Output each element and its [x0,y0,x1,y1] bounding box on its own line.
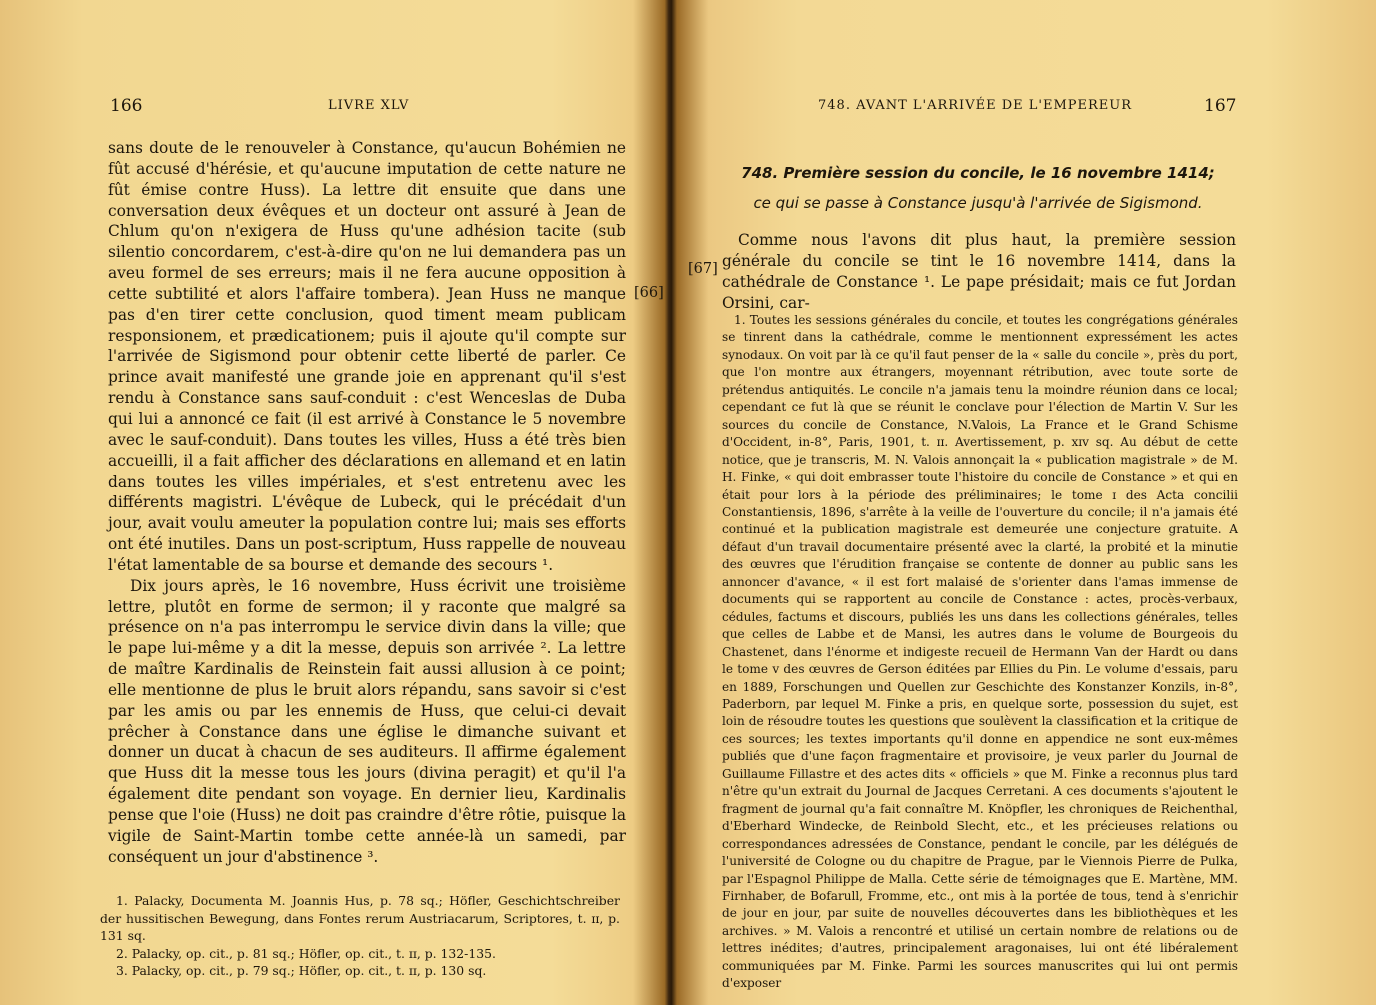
left-paragraph-1: sans doute de le renouveler à Constance, qu'aucun Bohémien ne fût accusé d'hérésie, et qu'aucune imputation de cette nature ne fût émise contre Huss). La lettre dit ensuite que dans une conversation deux évêques et un docteur ont assuré à Jean de Chlum qu'on n'exigera de Huss qu'une adhésion tacite (sub silentio concordarem, c'est-à-dire qu'on ne lui demandera pas un aveu formel de ses erreurs; mais il ne fera aucune opposition à cette subtilité et alors l'affaire tombera). Jean Huss ne manque pas d'en tirer cette conclusion, quod timent meam publicam responsionem, et prædicationem; puis il ajoute qu'il compte sur l'arrivée de Sigismond pour obtenir cette liberté de parler. Ce prince avait manifesté une grande joie en apprenant qu'il s'est rendu à Constance sans sauf-conduit : c'est Wenceslas de Duba qui lui a annoncé ce fait (il est arrivé à Constance le 5 novembre avec le sauf-conduit). Dans toutes les villes, Huss a été très bien accueilli, il a fait afficher des déclarations en allemand et en latin dans toutes les villes impériales, et s'est entretenu avec les différents magistri. L'évêque de Lubeck, qui le précédait d'un jour, avait voulu ameuter la population contre lui; mais ses efforts ont été inutiles. Dans un post-scriptum, Huss rappelle de nouveau l'état lamentable de sa bourse et demande des secours ¹. [108,139,626,574]
left-page [0,0,664,1005]
left-footnotes [100,892,620,980]
right-body-text [722,230,1236,314]
footnote-2: 2. Palacky, op. cit., p. 81 sq.; Höfler, op. cit., t. ɪɪ, p. 132-135. [116,945,496,961]
heading-line-2: ce qui se passe à Constance jusqu'à l'arrivée de Sigismond. [753,194,1203,212]
running-head-right: 748. AVANT L'ARRIVÉE DE L'EMPEREUR [818,98,1133,113]
right-footnotes [722,312,1238,993]
left-body-text [108,138,626,868]
left-paragraph-2: Dix jours après, le 16 novembre, Huss écrivit une troisième lettre, plutôt en forme de sermon; il y raconte que malgré sa présence on n'a pas interrompu le service divin dans la ville; que le pape lui-même y a dit la messe, depuis son arrivée ². La lettre de maître Kardinalis de Reinstein fait aussi allusion à ce point; elle mentionne de plus le bruit alors répandu, sans savoir si c'est par les amis ou par les ennemis de Huss, que celui-ci devait prêcher à Constance dans une église le dimanche suivant et donner un ducat à chacun de ses auditeurs. Il affirme également que Huss dit la messe tous les jours (divina peragit) et qu'il l'a également dite pendant son voyage. En dernier lieu, Kardinalis pense que l'oie (Huss) ne doit pas craindre d'être rôtie, puisque la vigile de Saint-Martin tombe cette année-là un samedi, par conséquent un jour d'abstinence ³. [108,576,626,866]
footnote-1: 1. Palacky, Documenta M. Joannis Hus, p. 78 sq.; Höfler, Geschichtschreiber der hussitischen Bewegung, dans Fontes rerum Austriacarum, Scriptores, t. ɪɪ, p. 131 sq. [100,893,620,944]
heading-line-1: 748. Première session du concile, le 16 novembre 1414; [741,164,1215,182]
margin-number-left: [66] [634,285,664,301]
running-head-left: LIVRE XLV [328,98,410,113]
right-paragraph-1: Comme nous l'avons dit plus haut, la première session générale du concile se tint le 16 novembre 1414, dans la cathédrale de Constance ¹. Le pape présidait; mais ce fut Jordan Orsini, car- [722,231,1236,312]
margin-number-right: [67] [688,261,718,277]
footnote-3: 3. Palacky, op. cit., p. 79 sq.; Höfler, op. cit., t. ɪɪ, p. 130 sq. [116,963,487,979]
page-number-left: 166 [110,96,143,116]
right-footnote-1: 1. Toutes les sessions générales du concile, et toutes les congrégations générales se tinrent dans la cathédrale, comme le mentionnent expressément les actes synodaux. On voit par là ce qu'il faut penser de la « salle du concile », près du port, que l'on montre aux étrangers, moyennant rétribution, avec toute sorte de prétendus antiquités. Le concile n'a jamais tenu la moindre réunion dans ce local; cependant ce fut là que se réunit le conclave pour l'élection de Martin V. Sur les sources du concile de Constance, N.Valois, La France et le Grand Schisme d'Occident, in-8°, Paris, 1901, t. ɪɪ. Avertissement, p. xɪv sq. Au début de cette notice, que je transcris, M. N. Valois annonçait la « publication magistrale » de M. H. Finke, « qui doit embrasser toute l'histoire du concile de Constance » et qui en était pour lors à la période des préliminaires; le tome ɪ des Acta concilii Constantiensis, 1896, s'arrête à la veille de l'ouverture du concile; il n'a jamais été continué et la publication magistrale est demeurée une conjecture gratuite. A défaut d'un travail documentaire présenté avec la clarté, la probité et la minutie des œuvres que l'érudition française se contente de donner au public sans les annoncer d'avance, « il est fort malaisé de s'orienter dans l'amas immense de documents qui se rapportent au concile de Constance : actes, procès-verbaux, cédules, factums et discours, publiés les uns dans les collections générales, telles que celles de Labbe et de Mansi, les autres dans le volume de Bourgeois du Chastenet, dans l'énorme et indigeste recueil de Hermann Van der Hardt ou dans le tome v des œuvres de Gerson éditées par Ellies du Pin. Le volume d'essais, paru en 1889, Forschungen und Quellen zur Geschichte des Konstanzer Konzils, in-8°, Paderborn, par lequel M. Finke a pris, en quelque sorte, possession du sujet, est loin de résoudre toutes les questions que soulèvent la classification et la critique de ces sources; les textes importants qu'il donne en appendice ne sont eux-mêmes publiés que d'une façon fragmentaire et provisoire, je veux parler du Journal de Guillaume Fillastre et des actes dits « officiels » que M. Finke a reconnus plus tard n'être qu'un extrait du Journal de Jacques Cerretani. A ces documents s'ajoutent le fragment de journal qu'a fait connaître M. Knöpfler, les chroniques de Reichenthal, d'Eberhard Windecke, de Reinbold Slecht, etc., et les précieuses relations ou correspondances adressées de Constance, pendant le concile, par les délégués de l'université de Cologne ou du chapitre de Prague, par le Viennois Pierre de Pulka, par l'Espagnol Philippe de Malla. Cette série de témoignages que E. Martène, MM. Firnhaber, de Bofarull, Fromme, etc., ont mis à la portée de tous, tend à s'enrichir de jour en jour, par suite de nouvelles découvertes dans les bibliothèques et les archives. » M. Valois a rencontré et utilisé un certain nombre de relations ou de lettres inédites; d'autres, principalement aragonaises, lui ont été libéralement communiquées par M. Finke. Parmi les sources manuscrites qui lui ont permis d'exposer [722,313,1238,991]
page-number-right: 167 [1204,96,1237,116]
section-heading [718,158,1238,218]
